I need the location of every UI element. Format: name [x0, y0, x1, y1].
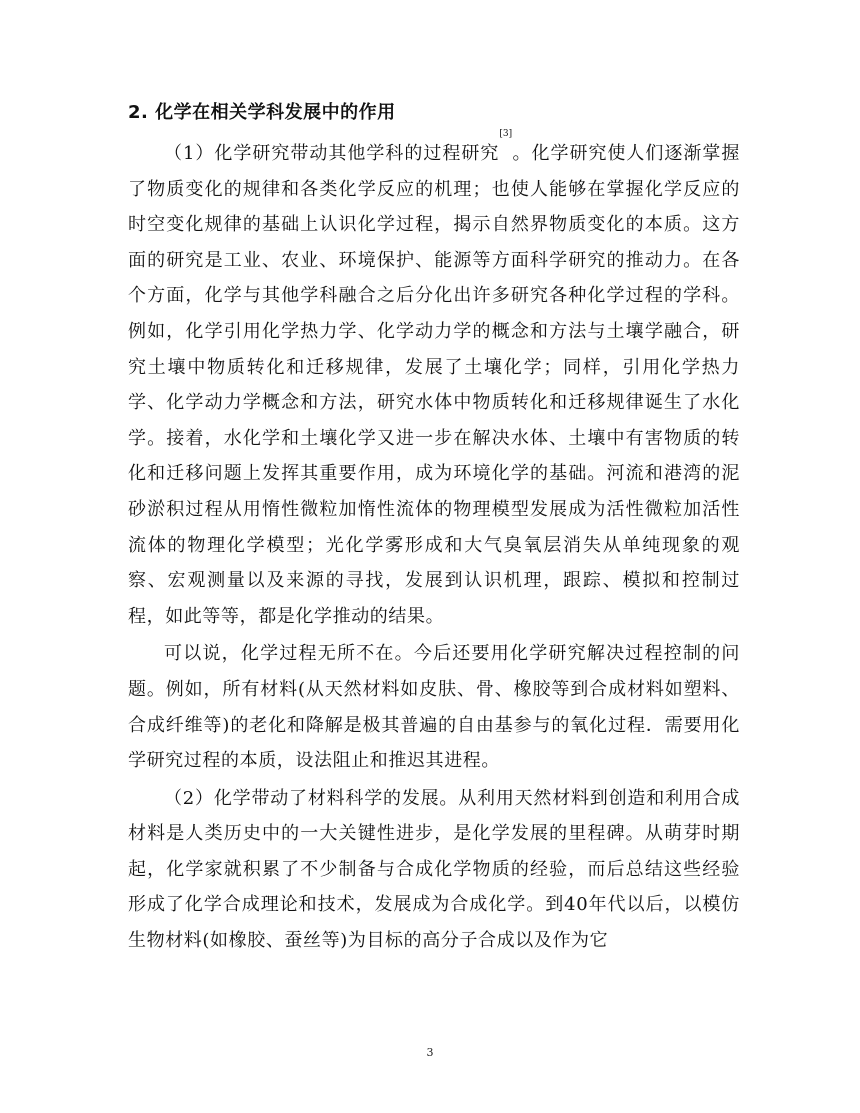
section-heading: 2. 化学在相关学科发展中的作用	[128, 102, 396, 123]
citation-reference: [3]	[499, 129, 513, 139]
paragraph-materials-science: （2）化学带动了材料科学的发展。从利用天然材料到创造和利用合成材料是人类历史中的一大关键性进步，是化学发展的里程碑。从萌芽时期起，化学家就积累了不少制备与合成化学物质的经验，而后总结这些经验形成了化学合成理论和技术，发展成为合成化学。到40年代以后，以模仿生物材料(如橡胶、蚕丝等)为目标的高分子合成以及作为它	[128, 787, 740, 952]
paragraph-1-lead: （1）化学研究带动其他学科的过程研究	[164, 143, 500, 164]
paragraph-process-control: 可以说，化学过程无所不在。今后还要用化学研究解决过程控制的问题。例如，所有材料(从天然材料如皮肤、骨、橡胶等到合成材料如塑料、合成纤维等)的老化和降解是极其普遍的自由基参与的氧化过程．需要用化学研究过程的本质，设法阻止和推迟其进程。	[128, 643, 740, 772]
paragraph-process-research	[128, 129, 740, 634]
page-number: 3	[426, 1046, 434, 1059]
page-body	[128, 100, 740, 959]
paragraph-1-body: 。化学研究使人们逐渐掌握了物质变化的规律和各类化学反应的机理；也使人能够在掌握化学反应的时空变化规律的基础上认识化学过程，揭示自然界物质变化的本质。这方面的研究是工业、农业、环境保护、能源等方面科学研究的推动力。在各个方面，化学与其他学科融合之后分化出许多研究各种化学过程的学科。例如，化学引用化学热力学、化学动力学的概念和方法与土壤学融合，研究土壤中物质转化和迁移规律，发展了土壤化学；同样，引用化学热力学、化学动力学概念和方法，研究水体中物质转化和迁移规律诞生了水化学。接着，水化学和土壤化学又进一步在解决水体、土壤中有害物质的转化和迁移问题上发挥其重要作用，成为环境化学的基础。河流和港湾的泥砂淤积过程从用惰性微粒加惰性流体的物理模型发展成为活性微粒加活性流体的物理化学模型；光化学雾形成和大气臭氧层消失从单纯现象的观察、宏观测量以及来源的寻找，发展到认识机理，跟踪、模拟和控制过程，如此等等，都是化学推动的结果。	[128, 143, 740, 627]
